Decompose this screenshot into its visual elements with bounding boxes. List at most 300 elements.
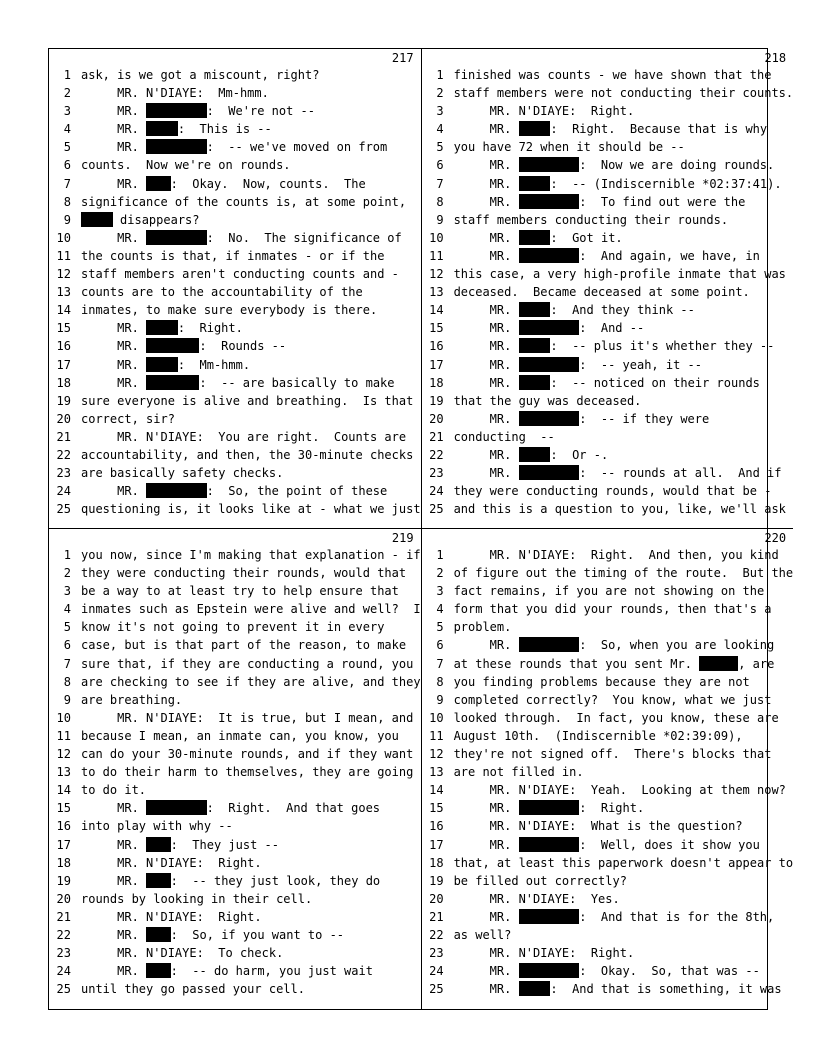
line-number: 9 [436,212,444,227]
line-text: MR. : Well, does it show you [453,837,760,852]
redaction-block [519,465,580,480]
line-number: 1 [436,68,444,82]
transcript-page-218 [422,49,794,529]
line-text: are not filled in. [453,765,584,780]
line-number: 20 [56,891,71,906]
line-text: MR. : Rounds -- [81,339,287,354]
transcript-line [422,446,794,464]
line-text: MR. N'DIAYE: Right. [81,909,262,924]
line-text: MR. : -- rounds at all. And if [453,466,782,481]
transcript-line [49,582,421,600]
transcript-line [49,66,421,84]
transcript-line [49,872,421,890]
line-number: 10 [56,230,71,245]
redaction-block [146,176,171,191]
redaction-block [146,483,207,498]
transcript-line [422,636,794,654]
transcript-line [422,799,794,817]
transcript-line [49,84,421,102]
line-text: sure that, if they are conducting a round, you [81,656,414,671]
transcript-line [422,392,794,410]
redaction-block [146,837,171,852]
line-number: 11 [56,728,71,743]
transcript-line [422,655,794,673]
line-number: 13 [56,765,71,780]
transcript-line [422,500,794,518]
transcript-line [49,138,421,156]
line-text: completed correctly? You know, what we just [453,692,772,707]
line-number: 21 [56,429,71,444]
line-text: MR. : Or -. [453,447,609,462]
line-text: MR. N'DIAYE: Right. [453,104,635,119]
line-text: MR. N'DIAYE: Right. [81,855,262,870]
line-number: 7 [63,176,71,191]
redaction-block [146,357,178,372]
line-number: 3 [63,104,71,119]
line-text: MR. N'DIAYE: It is true, but I mean, and [81,710,414,725]
line-number: 14 [56,783,71,798]
line-number: 1 [63,548,71,562]
redaction-block [519,230,551,245]
line-text: deceased. Became deceased at some point. [453,285,750,300]
redaction-block [519,447,551,462]
line-text: MR. : So, if you want to -- [81,927,345,942]
line-text: counts are to the accountability of the [81,285,363,300]
line-text: MR. N'DIAYE: Mm-hmm. [81,86,269,101]
line-number: 4 [63,122,71,137]
line-number: 5 [63,140,71,155]
line-text: staff members conducting their rounds. [453,212,729,227]
line-text: staff members were not conducting their counts. [453,86,794,101]
line-text: MR. : -- noticed on their rounds [453,375,760,390]
line-text: case, but is that part of the reason, to make [81,638,407,653]
line-number: 23 [429,466,444,481]
line-number: 3 [436,104,444,119]
transcript-line [422,745,794,763]
line-number: 5 [63,620,71,635]
transcript-line [49,691,421,709]
transcript-line [422,673,794,691]
line-number: 7 [436,656,444,671]
transcript-line [49,673,421,691]
line-number: 11 [429,728,444,743]
transcript-line [49,337,421,355]
transcript-line [49,962,421,980]
line-number: 5 [436,140,444,155]
line-text: MR. : -- if they were [453,411,710,426]
transcript-line [49,944,421,962]
transcript-line [49,745,421,763]
line-number: 24 [429,484,444,499]
redaction-block [519,411,580,426]
transcript-sheet [48,48,794,1010]
redaction-block [146,927,171,942]
transcript-line [49,890,421,908]
redaction-block [519,157,580,172]
line-number: 2 [63,566,71,581]
line-number: 12 [56,747,71,762]
line-text: MR. : Right. [81,321,243,336]
line-text: MR. : They just -- [81,837,279,852]
line-text: inmates such as Epstein were alive and well? I [81,602,421,617]
redaction-block [146,800,207,815]
line-number: 24 [56,964,71,979]
line-number: 18 [429,855,444,870]
transcript-line [49,229,421,247]
line-text: MR. N'DIAYE: You are right. Counts are [81,429,407,444]
line-number: 15 [56,801,71,816]
transcript-line [422,854,794,872]
line-text: MR. : Right. Because that is why [453,122,768,137]
line-number: 24 [56,484,71,499]
line-text: MR. : Got it. [453,230,623,245]
line-text: MR. N'DIAYE: Yeah. Looking at them now? [453,783,786,798]
line-number: 22 [429,447,444,462]
line-number: 15 [56,321,71,336]
line-number: 11 [429,248,444,263]
line-text: MR. N'DIAYE: To check. [81,946,284,961]
transcript-line [422,319,794,337]
line-text: MR. : And -- [453,321,645,336]
line-text: MR. : We're not -- [81,104,315,119]
transcript-line [422,618,794,636]
transcript-line [49,709,421,727]
line-number: 8 [436,674,444,689]
line-text: problem. [453,620,512,635]
line-number: 13 [429,285,444,300]
transcript-line [422,374,794,392]
line-text: be a way to at least try to help ensure that [81,584,399,599]
line-text: are basically safety checks. [81,466,284,481]
line-number: 20 [56,411,71,426]
line-text: counts. Now we're on rounds. [81,158,291,173]
page-number: 220 [764,531,787,545]
transcript-line [422,890,794,908]
redaction-block [519,637,580,652]
line-text: MR. : Mm-hmm. [81,357,251,372]
transcript-line [422,120,794,138]
line-text: MR. N'DIAYE: Right. [453,946,635,961]
transcript-line [49,908,421,926]
transcript-lines [422,66,794,518]
transcript-line [49,102,421,120]
line-number: 21 [56,909,71,924]
line-number: 16 [429,819,444,834]
line-text: disappears? [71,211,200,229]
transcript-line [422,763,794,781]
line-number: 2 [436,86,444,101]
line-number: 25 [56,502,71,517]
line-text: August 10th. (Indiscernible *02:39:09), [453,728,743,743]
line-text: and this is a question to you, like, we'll ask [453,502,786,517]
transcript-line [49,980,421,998]
transcript-line [422,138,794,156]
transcript-line [422,410,794,428]
line-text: they're not signed off. There's blocks that [453,747,772,762]
line-number: 1 [436,548,444,562]
line-text: MR. : No. The significance of [81,230,402,245]
redaction-block [519,963,580,978]
line-text: at these rounds that you sent Mr. , are [453,656,775,671]
line-number: 23 [56,946,71,961]
transcript-line [49,482,421,500]
line-text: until they go passed your cell. [81,982,305,997]
line-text: know it's not going to prevent it in every [81,620,385,635]
redaction-block [519,176,551,191]
line-text: they were conducting their rounds, would that [81,566,407,581]
line-text: MR. : And again, we have, in [453,248,760,263]
line-text: conducting -- [453,429,555,444]
line-text: this case, a very high-profile inmate that was [453,267,786,282]
transcript-line [49,247,421,265]
redaction-block [146,873,171,888]
redaction-block [519,909,580,924]
line-number: 23 [56,466,71,481]
transcript-line [422,247,794,265]
line-text: are breathing. [81,692,183,707]
line-text: to do it. [81,783,147,798]
transcript-line [422,482,794,500]
transcript-page-217 [49,49,422,529]
line-number: 20 [429,411,444,426]
line-number: 7 [63,656,71,671]
line-number: 22 [56,927,71,942]
line-text: the counts is that, if inmates - or if the [81,248,385,263]
line-number: 16 [429,339,444,354]
line-text: MR. : -- plus it's whether they -- [453,339,775,354]
transcript-line [422,156,794,174]
transcript-line [422,691,794,709]
line-number: 24 [429,964,444,979]
line-number: 12 [56,267,71,282]
transcript-lines [49,66,421,518]
line-number: 17 [429,837,444,852]
transcript-line [422,980,794,998]
line-number: 14 [56,303,71,318]
transcript-line [49,301,421,319]
transcript-line [422,926,794,944]
transcript-line [422,564,794,582]
line-number: 17 [429,357,444,372]
line-number: 4 [436,122,444,137]
transcript-line [422,428,794,446]
transcript-line [422,337,794,355]
redaction-block [519,981,551,996]
line-text: inmates, to make sure everybody is there. [81,303,378,318]
line-number: 1 [63,68,71,82]
line-text: they were conducting rounds, would that be - [453,484,772,499]
transcript-line [422,211,794,229]
transcript-lines [49,546,421,998]
line-number: 16 [56,339,71,354]
transcript-line [422,709,794,727]
transcript-line [49,392,421,410]
transcript-line [49,156,421,174]
line-text: of figure out the timing of the route. But the [453,566,794,581]
line-number: 21 [429,909,444,924]
line-number: 25 [429,982,444,997]
transcript-line [422,175,794,193]
redaction-block [146,121,178,136]
line-number: 15 [429,801,444,816]
transcript-line [422,727,794,745]
transcript-line [422,582,794,600]
line-text: sure everyone is alive and breathing. Is that [81,393,414,408]
transcript-line [49,854,421,872]
line-number: 11 [56,248,71,263]
transcript-line [49,283,421,301]
line-number: 19 [429,393,444,408]
line-number: 25 [429,502,444,517]
transcript-line [49,655,421,673]
line-number: 9 [63,692,71,707]
line-number: 13 [56,285,71,300]
line-text: finished was counts - we have shown that the [453,68,772,82]
line-text: can do your 30-minute rounds, and if they want [81,747,414,762]
transcript-line [422,102,794,120]
redaction-block [519,302,551,317]
redaction-block [146,963,171,978]
line-text: MR. : Okay. Now, counts. The [81,176,366,191]
line-number: 8 [436,194,444,209]
line-number: 10 [429,710,444,725]
transcript-line [49,193,421,211]
line-number: 6 [63,158,71,173]
transcript-line [49,763,421,781]
line-number: 18 [56,855,71,870]
transcript-line [49,926,421,944]
line-number: 12 [429,747,444,762]
line-number: 15 [429,321,444,336]
transcript-line [422,193,794,211]
line-number: 22 [56,447,71,462]
line-number: 19 [429,873,444,888]
line-text: correct, sir? [81,411,175,426]
transcript-line [49,564,421,582]
transcript-line [422,836,794,854]
line-text: MR. : -- are basically to make [81,375,395,390]
line-number: 21 [429,429,444,444]
line-text: MR. : So, the point of these [81,484,388,499]
line-text: MR. : -- we've moved on from [81,140,388,155]
line-text: MR. : Right. [453,801,645,816]
line-number: 3 [436,584,444,599]
transcript-line [422,817,794,835]
line-number: 14 [429,783,444,798]
transcript-line [422,464,794,482]
redaction-block [146,375,199,390]
transcript-line [422,781,794,799]
line-number: 4 [436,602,444,617]
transcript-line [49,464,421,482]
line-number: 25 [56,982,71,997]
transcript-line [49,319,421,337]
line-text: significance of the counts is, at some point, [81,194,407,209]
line-text: MR. N'DIAYE: Right. And then, you kind [453,548,779,562]
line-text: MR. : -- do harm, you just wait [81,964,373,979]
transcript-line [422,84,794,102]
line-number: 17 [56,357,71,372]
transcript-page-219 [49,529,422,1009]
line-number: 9 [63,212,71,227]
line-number: 10 [429,230,444,245]
line-text: into play with why -- [81,819,233,834]
redaction-block [146,103,207,118]
line-text: MR. : To find out were the [453,194,746,209]
line-text: because I mean, an inmate can, you know, you [81,728,399,743]
transcript-line [49,546,421,564]
transcript-line [49,636,421,654]
transcript-line [422,283,794,301]
transcript-line [49,446,421,464]
line-number: 12 [429,267,444,282]
transcript-line [422,66,794,84]
transcript-line [49,410,421,428]
line-text: ask, is we got a miscount, right? [81,68,320,82]
page-number: 218 [764,51,787,65]
transcript-line [422,546,794,564]
redaction-block [146,230,207,245]
line-text: form that you did your rounds, then that's a [453,602,772,617]
line-text: are checking to see if they are alive, and they [81,674,421,689]
line-number: 13 [429,765,444,780]
transcript-line [422,301,794,319]
transcript-line [49,618,421,636]
redaction-block [519,194,580,209]
line-text: MR. : Okay. So, that was -- [453,964,760,979]
transcript-line [49,799,421,817]
line-text: rounds by looking in their cell. [81,891,313,906]
line-text: you now, since I'm making that explanation - if [81,548,421,562]
transcript-line [422,600,794,618]
transcript-line [49,836,421,854]
line-text: MR. N'DIAYE: What is the question? [453,819,743,834]
line-text: accountability, and then, the 30-minute checks [81,447,414,462]
redaction-block [519,800,580,815]
line-number: 22 [429,927,444,942]
transcript-line [49,175,421,193]
line-number: 9 [436,692,444,707]
line-number: 20 [429,891,444,906]
line-text: you have 72 when it should be -- [453,140,685,155]
line-number: 14 [429,303,444,318]
line-number: 7 [436,176,444,191]
redaction-block [519,357,580,372]
line-text: MR. N'DIAYE: Yes. [453,891,620,906]
redaction-block [519,837,580,852]
redaction-block [519,248,580,263]
transcript-line [49,500,421,518]
line-number: 19 [56,393,71,408]
line-text: MR. : This is -- [81,122,272,137]
line-text: MR. : And they think -- [453,303,695,318]
line-number: 6 [436,158,444,173]
line-number: 6 [436,638,444,653]
transcript-line [49,356,421,374]
line-number: 10 [56,710,71,725]
line-number: 4 [63,602,71,617]
transcript-line [49,727,421,745]
page-number: 217 [391,51,414,65]
line-text: looked through. In fact, you know, these are [453,710,779,725]
transcript-line [49,781,421,799]
transcript-line [49,374,421,392]
line-text: staff members aren't conducting counts and - [81,267,399,282]
line-number: 19 [56,873,71,888]
redaction-block [519,121,551,136]
line-text: MR. : And that is something, it was [453,982,782,997]
line-number: 8 [63,674,71,689]
